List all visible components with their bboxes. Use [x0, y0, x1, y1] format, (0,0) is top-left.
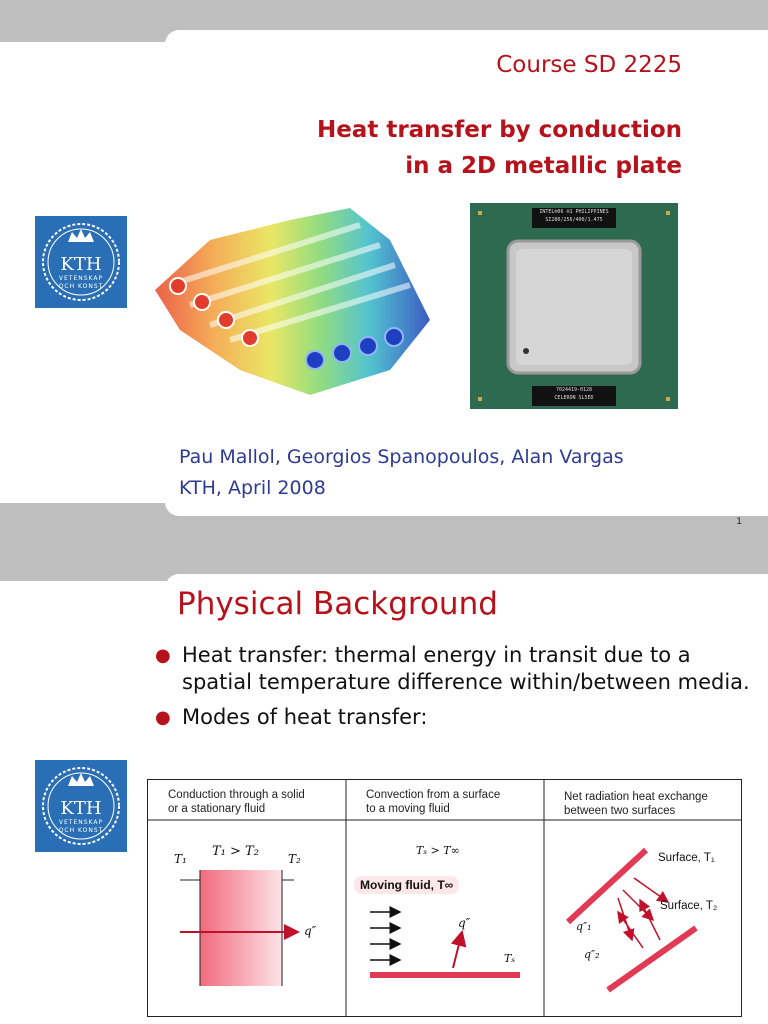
cpu-label-bottom2: CELERON SL5ED — [554, 395, 594, 401]
conduction-relation: T₁ > T₂ — [212, 844, 259, 859]
convection-relation: Tₛ > T∞ — [416, 844, 460, 857]
figure-col1-header — [168, 788, 305, 828]
course-label: Course SD 2225 — [496, 52, 682, 78]
kth-logo-line2: OCH KONST — [58, 827, 104, 834]
figure-col1-line2: or a stationary fluid — [168, 803, 266, 815]
page-number: 1 — [736, 517, 742, 527]
slide1-title-line2: in a 2D metallic plate — [405, 153, 682, 179]
bullet-icon: ● — [155, 645, 171, 666]
bullet-text: Modes of heat transfer: — [182, 705, 428, 729]
slide2-title: Physical Background — [177, 586, 498, 622]
figure-col2-line1: Convection from a surface — [366, 789, 501, 801]
slide1-title-line1: Heat transfer by conduction — [316, 117, 682, 143]
figure-col2-line2: to a moving fluid — [366, 803, 450, 815]
kth-logo-text: KTH — [60, 798, 102, 819]
radiation-q2-label: q″₂ — [584, 948, 600, 961]
radiation-surface1-label: Surface, T₁ — [658, 852, 715, 864]
figure-col2-header — [366, 788, 500, 828]
radiation-q1-label: q″₁ — [576, 920, 592, 933]
cpu-label-bottom1: 7024419-0128 — [555, 387, 593, 393]
conduction-q-label: q″ — [304, 924, 317, 938]
bullet-text: Heat transfer: thermal energy in transit due to a spatial temperature difference within/between media. — [182, 643, 750, 694]
cpu-label-top2: SI280/256/400/1.475 — [545, 217, 603, 223]
kth-logo-line1: VETENSKAP — [58, 275, 104, 282]
bullet-list — [152, 642, 752, 739]
conduction-t2-label: T₂ — [288, 852, 301, 866]
affiliation-date: KTH, April 2008 — [179, 477, 326, 499]
cpu-chip-image — [470, 203, 678, 409]
figure-col3-line1: Net radiation heat exchange — [564, 791, 708, 803]
cpu-label-top1: INTEL®06 ®1 PHILIPPINES — [539, 209, 609, 215]
radiation-surface2-label: Surface, T₂ — [660, 900, 718, 912]
heat-transfer-modes-figure — [147, 779, 742, 1017]
figure-col3-line2: between two surfaces — [564, 805, 676, 817]
bullet-item — [152, 704, 752, 731]
heat-exchanger-3d-image — [150, 200, 435, 405]
figure-col3-header — [564, 790, 708, 830]
kth-logo-line2: OCH KONST — [58, 283, 104, 290]
figure-col1-line1: Conduction through a solid — [168, 789, 305, 801]
bullet-item — [152, 642, 752, 696]
convection-q-label: q″ — [458, 916, 471, 930]
kth-logo — [35, 760, 127, 852]
conduction-t1-label: T₁ — [174, 852, 187, 866]
kth-logo-text: KTH — [60, 254, 102, 275]
authors: Pau Mallol, Georgios Spanopoulos, Alan Vargas — [179, 446, 624, 468]
convection-fluid-label: Moving fluid, T∞ — [354, 876, 459, 894]
bullet-icon: ● — [155, 707, 171, 728]
kth-logo-line1: VETENSKAP — [58, 819, 104, 826]
convection-ts-label: Tₛ — [504, 952, 516, 965]
kth-logo — [35, 216, 127, 308]
